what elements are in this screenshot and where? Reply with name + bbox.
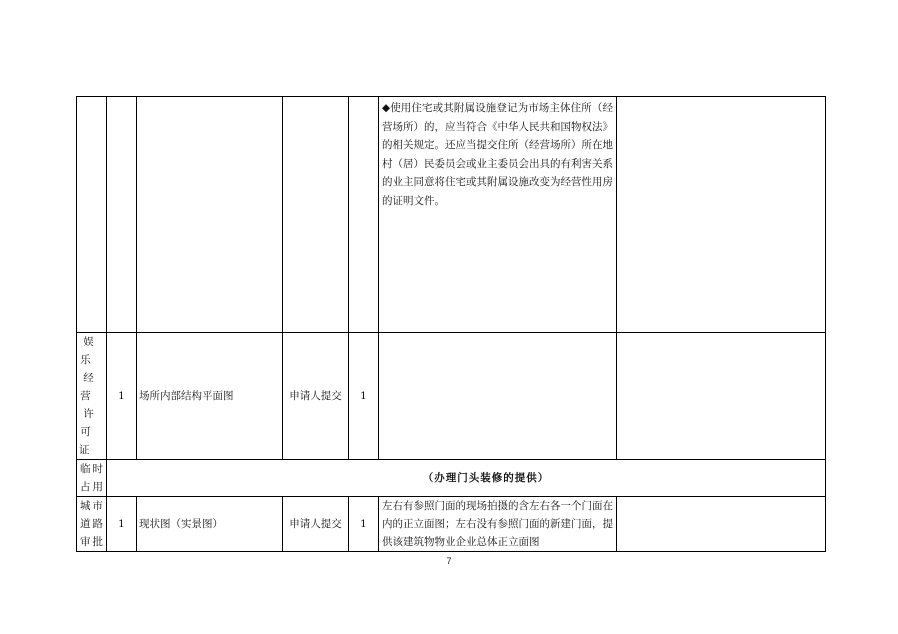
page-number: 7 — [446, 556, 452, 566]
table-row — [77, 97, 826, 333]
materials-table — [76, 96, 826, 552]
remark-cell — [617, 97, 826, 333]
category-line: 经营 — [80, 372, 106, 402]
category-line: 审批 — [80, 536, 105, 548]
material-cell: 现状图（实景图） — [137, 497, 283, 552]
remark-cell — [617, 497, 826, 552]
material-cell — [137, 97, 283, 333]
category-line: 证 — [79, 444, 102, 456]
count-cell: 1 — [349, 497, 379, 552]
category-line: 娱乐 — [80, 336, 106, 366]
material-cell: 场所内部结构平面图 — [137, 333, 283, 460]
category-line: 临时 — [80, 463, 105, 475]
category-cell — [77, 460, 107, 497]
requirement-cell: ◆使用住宅或其附属设施登记为市场主体住所（经营场所）的，应当符合《中华人民共和国物权法》的相关规定。还应当提交住所（经营场所）所在地村（居）民委员会或业主委员会出具的有利害关系的业主同意将住宅或其附属设施改变为经营性用房的证明文件。 — [379, 97, 617, 333]
category-cell — [77, 97, 107, 333]
table-row — [77, 460, 826, 497]
count-cell — [349, 97, 379, 333]
index-cell: 1 — [107, 497, 137, 552]
section-heading: （办理门头装修的提供） — [107, 460, 826, 497]
source-cell: 申请人提交 — [283, 497, 349, 552]
category-cell — [77, 333, 107, 460]
category-line: 道路 — [80, 518, 105, 530]
remark-cell — [617, 333, 826, 460]
index-cell: 1 — [107, 333, 137, 460]
requirement-cell — [379, 333, 617, 460]
index-cell — [107, 97, 137, 333]
table-row — [77, 497, 826, 552]
source-cell: 申请人提交 — [283, 333, 349, 460]
category-line: 占用 — [80, 481, 105, 493]
category-line: 城市 — [80, 500, 105, 512]
category-line: 许可 — [80, 408, 106, 438]
requirement-cell: 左右有参照门面的现场拍摄的含左右各一个门面在内的正立面图；左右没有参照门面的新建门面，提供该建筑物物业企业总体正立面图 — [379, 497, 617, 552]
category-cell — [77, 497, 107, 552]
source-cell — [283, 97, 349, 333]
count-cell: 1 — [349, 333, 379, 460]
table-row — [77, 333, 826, 460]
